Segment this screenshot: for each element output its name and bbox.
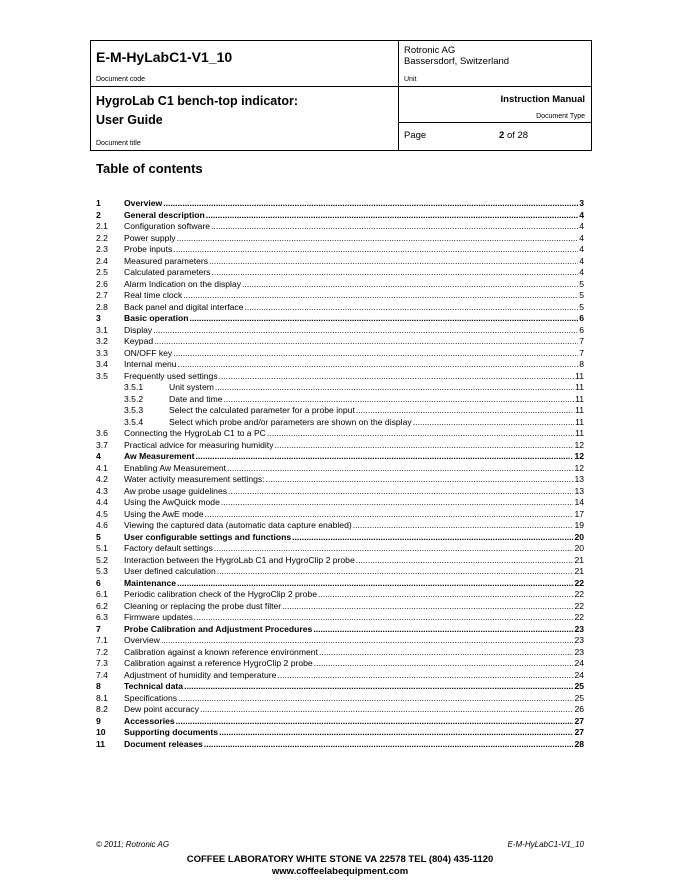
unit-label: Unit xyxy=(404,76,417,83)
toc-entry-page: 20 xyxy=(574,543,584,553)
toc-entry-page: 4 xyxy=(579,209,584,220)
toc-entry-number: 5.3 xyxy=(96,566,108,576)
toc-entry-number: 2.7 xyxy=(96,290,108,300)
toc-leader-dots xyxy=(314,658,574,670)
toc-entry-title: Interaction between the HygroLab C1 and HygroClip 2 probe xyxy=(124,554,355,565)
toc-entry-number: 4.5 xyxy=(96,508,108,519)
page-total: of 28 xyxy=(506,130,529,141)
footer-website: www.coffeelabequipment.com xyxy=(271,866,409,877)
toc-entry-page: 27 xyxy=(574,727,584,737)
toc-entry-number: 5.2 xyxy=(96,554,108,565)
toc-entry-page: 14 xyxy=(574,497,584,507)
toc-entry[interactable] xyxy=(96,417,584,429)
toc-entry-page: 4 xyxy=(579,232,584,243)
toc-entry[interactable] xyxy=(96,486,584,498)
toc-entry-number: 3.2 xyxy=(96,336,108,346)
toc-leader-dots xyxy=(196,451,574,463)
toc-entry-page: 20 xyxy=(574,531,584,542)
toc-leader-dots xyxy=(242,279,578,291)
document-header xyxy=(90,40,592,151)
toc-entry-number: 2.2 xyxy=(96,232,108,243)
toc-entry-number: 5.1 xyxy=(96,543,108,553)
toc-entry[interactable] xyxy=(96,440,584,452)
toc-leader-dots xyxy=(244,302,578,314)
toc-entry-title: Technical data xyxy=(124,681,184,691)
toc-entry-page: 11 xyxy=(575,393,584,404)
toc-entry-number: 2.1 xyxy=(96,221,108,231)
toc-entry-number: 10 xyxy=(96,727,106,737)
toc-entry-title: Adjustment of humidity and temperature xyxy=(124,669,277,680)
unit-cell xyxy=(399,41,592,87)
toc-entry-title: Select which probe and/or parameters are shown on the display xyxy=(169,416,412,427)
toc-entry-page: 11 xyxy=(575,428,584,438)
toc-entry-title: Configuration software xyxy=(124,221,210,231)
toc-entry[interactable] xyxy=(96,256,584,268)
toc-entry[interactable] xyxy=(96,612,584,624)
toc-entry[interactable] xyxy=(96,624,584,636)
toc-leader-dots xyxy=(153,325,578,337)
toc-entry-title: Firmware updates xyxy=(124,612,193,622)
toc-entry-number: 6.1 xyxy=(96,589,108,599)
toc-entry-title: Cleaning or replacing the probe dust filter xyxy=(124,600,282,611)
toc-entry[interactable] xyxy=(96,589,584,601)
toc-entry-number: 3.5.3 xyxy=(124,405,144,415)
toc-leader-dots xyxy=(200,704,573,716)
toc-entry-title: Internal menu xyxy=(124,359,177,369)
toc-entry-number: 7.3 xyxy=(96,658,108,668)
toc-entry-page: 12 xyxy=(574,439,584,450)
company-line1: Rotronic AG xyxy=(404,45,456,56)
toc-entry-page: 11 xyxy=(575,382,584,392)
toc-entry[interactable] xyxy=(96,578,584,590)
toc-leader-dots xyxy=(277,670,573,682)
toc-leader-dots xyxy=(205,509,574,521)
toc-entry-number: 4.2 xyxy=(96,474,108,484)
toc-entry-title: Alarm Indication on the display xyxy=(124,278,242,289)
table-of-contents xyxy=(96,198,584,750)
toc-entry[interactable] xyxy=(96,739,584,751)
toc-leader-dots xyxy=(161,635,574,647)
toc-entry-title: Aw Measurement xyxy=(124,451,195,461)
footer-copyright: © 2011; Rotronic AG xyxy=(96,840,170,849)
toc-entry-page: 4 xyxy=(579,244,584,254)
toc-entry-page: 8 xyxy=(579,359,584,369)
toc-entry[interactable] xyxy=(96,313,584,325)
toc-entry[interactable] xyxy=(96,647,584,659)
toc-leader-dots xyxy=(356,405,574,417)
toc-leader-dots xyxy=(189,313,578,325)
toc-entry[interactable] xyxy=(96,382,584,394)
toc-entry[interactable] xyxy=(96,394,584,406)
toc-entry-title: Dew point accuracy xyxy=(124,704,199,714)
toc-entry-page: 11 xyxy=(575,416,584,427)
toc-entry[interactable] xyxy=(96,566,584,578)
toc-entry[interactable] xyxy=(96,451,584,463)
toc-entry[interactable] xyxy=(96,704,584,716)
doc-title-label: Document title xyxy=(96,140,141,147)
toc-leader-dots xyxy=(178,359,579,371)
toc-entry-number: 8 xyxy=(96,681,101,691)
toc-entry[interactable] xyxy=(96,716,584,728)
toc-entry-page: 4 xyxy=(579,221,584,231)
toc-entry-page: 24 xyxy=(574,669,584,680)
toc-entry-number: 11 xyxy=(96,738,106,749)
toc-leader-dots xyxy=(211,221,578,233)
toc-entry[interactable] xyxy=(96,658,584,670)
toc-entry-page: 21 xyxy=(574,554,584,565)
toc-entry-title: Keypad xyxy=(124,336,154,346)
toc-entry-page: 23 xyxy=(574,623,584,634)
toc-entry-page: 28 xyxy=(574,738,584,749)
toc-leader-dots xyxy=(178,693,573,705)
toc-leader-dots xyxy=(177,578,573,590)
toc-entry-number: 3.3 xyxy=(96,347,108,358)
toc-entry-title: Enabling Aw Measurement xyxy=(124,462,227,473)
toc-leader-dots xyxy=(275,440,574,452)
toc-leader-dots xyxy=(173,348,578,360)
toc-entry-number: 3.5.2 xyxy=(124,393,144,404)
toc-entry-title: Overview xyxy=(124,198,163,208)
toc-entry-title: Date and time xyxy=(169,393,223,404)
toc-entry-title: Practical advice for measuring humidity xyxy=(124,439,274,450)
toc-entry-page: 12 xyxy=(574,462,584,473)
doc-title-cell xyxy=(91,87,399,151)
toc-entry-number: 8.2 xyxy=(96,704,108,714)
toc-leader-dots xyxy=(211,267,578,279)
toc-entry-page: 25 xyxy=(574,692,584,703)
toc-entry-number: 4.3 xyxy=(96,485,108,496)
toc-entry-page: 5 xyxy=(579,301,584,312)
toc-entry-number: 6 xyxy=(96,577,101,588)
toc-leader-dots xyxy=(214,543,574,555)
toc-entry-page: 17 xyxy=(574,508,584,519)
toc-entry[interactable] xyxy=(96,405,584,417)
toc-entry-number: 3.1 xyxy=(96,324,108,335)
toc-entry-title: Probe Calibration and Adjustment Procedures xyxy=(124,623,313,634)
toc-entry[interactable] xyxy=(96,497,584,509)
toc-entry[interactable] xyxy=(96,532,584,544)
toc-entry-page: 22 xyxy=(574,600,584,611)
toc-entry-page: 4 xyxy=(579,255,584,266)
toc-entry-page: 5 xyxy=(579,290,584,300)
toc-leader-dots xyxy=(224,394,575,406)
toc-leader-dots xyxy=(267,428,574,440)
toc-entry-number: 7 xyxy=(96,623,101,634)
company-line2: Bassersdorf, Switzerland xyxy=(404,56,510,67)
toc-leader-dots xyxy=(292,532,573,544)
toc-entry[interactable] xyxy=(96,371,584,383)
toc-leader-dots xyxy=(228,486,573,498)
toc-entry[interactable] xyxy=(96,279,584,291)
toc-entry-page: 23 xyxy=(574,646,584,657)
toc-entry-page: 7 xyxy=(579,347,584,358)
toc-leader-dots xyxy=(319,647,573,659)
toc-leader-dots xyxy=(204,739,574,751)
toc-entry-title: Supporting documents xyxy=(124,727,219,737)
toc-entry-number: 3.5.1 xyxy=(124,382,144,392)
toc-entry-number: 2 xyxy=(96,209,101,220)
toc-entry[interactable] xyxy=(96,463,584,475)
toc-entry-page: 7 xyxy=(579,336,584,346)
toc-entry-title: Calibration against a reference HygroClip 2 probe xyxy=(124,658,313,668)
toc-entry-number: 2.6 xyxy=(96,278,108,289)
toc-entry-page: 12 xyxy=(574,451,584,461)
toc-entry-title: Document releases xyxy=(124,738,203,749)
page-label: Page xyxy=(404,130,427,141)
doc-title xyxy=(96,92,298,130)
toc-entry-page: 27 xyxy=(574,715,584,726)
doc-title-line2: User Guide xyxy=(96,113,163,127)
toc-entry[interactable] xyxy=(96,267,584,279)
toc-entry-title: Maintenance xyxy=(124,577,177,588)
toc-entry-number: 2.8 xyxy=(96,301,108,312)
toc-entry-number: 4.6 xyxy=(96,520,108,530)
toc-entry-number: 5 xyxy=(96,531,101,542)
toc-entry-title: Viewing the captured data (automatic data capture enabled) xyxy=(124,520,352,530)
toc-entry[interactable] xyxy=(96,359,584,371)
toc-leader-dots xyxy=(163,198,578,210)
toc-heading: Table of contents xyxy=(96,161,203,176)
toc-entry[interactable] xyxy=(96,555,584,567)
toc-leader-dots xyxy=(282,601,573,613)
toc-entry-page: 6 xyxy=(579,313,584,323)
toc-entry-number: 3.6 xyxy=(96,428,108,438)
toc-entry-title: Using the AwE mode xyxy=(124,508,204,519)
toc-entry-number: 3.5 xyxy=(96,370,108,381)
toc-entry-page: 6 xyxy=(579,324,584,335)
toc-entry-title: Using the AwQuick mode xyxy=(124,497,220,507)
doc-title-line1: HygroLab C1 bench-top indicator: xyxy=(96,94,299,108)
toc-entry-title: User defined calculation xyxy=(124,566,216,576)
toc-entry[interactable] xyxy=(96,302,584,314)
toc-entry-title: User configurable settings and functions xyxy=(124,531,292,542)
toc-entry-title: Calibration against a known reference environment xyxy=(124,646,318,657)
toc-leader-dots xyxy=(184,681,573,693)
toc-entry-number: 8.1 xyxy=(96,692,108,703)
toc-entry-title: Measured parameters xyxy=(124,255,209,266)
toc-leader-dots xyxy=(194,612,574,624)
toc-entry-page: 4 xyxy=(579,267,584,277)
toc-entry-number: 3.7 xyxy=(96,439,108,450)
toc-entry-title: Unit system xyxy=(169,382,214,392)
toc-leader-dots xyxy=(219,727,573,739)
manual-type: Instruction Manual xyxy=(500,94,585,105)
toc-entry-page: 26 xyxy=(574,704,584,714)
doc-type-label: Document Type xyxy=(536,113,585,120)
toc-entry[interactable] xyxy=(96,474,584,486)
doc-code-cell xyxy=(91,41,399,87)
page-current: 2 xyxy=(499,130,505,141)
toc-entry-title: Power supply xyxy=(124,232,176,243)
toc-leader-dots xyxy=(177,233,579,245)
toc-entry-number: 2.4 xyxy=(96,255,108,266)
toc-entry-title: Overview xyxy=(124,635,160,645)
toc-entry-page: 23 xyxy=(574,635,584,645)
toc-entry-title: Factory default settings xyxy=(124,543,213,553)
toc-leader-dots xyxy=(176,716,574,728)
toc-entry-title: Probe inputs xyxy=(124,244,173,254)
toc-entry-number: 1 xyxy=(96,198,101,208)
toc-leader-dots xyxy=(356,555,574,567)
toc-entry-page: 11 xyxy=(575,370,584,381)
toc-leader-dots xyxy=(215,382,574,394)
toc-leader-dots xyxy=(353,520,574,532)
toc-entry-number: 7.2 xyxy=(96,646,108,657)
toc-entry[interactable] xyxy=(96,601,584,613)
toc-entry[interactable] xyxy=(96,325,584,337)
toc-entry-page: 19 xyxy=(574,520,584,530)
toc-entry-title: Select the calculated parameter for a probe input xyxy=(169,405,355,415)
toc-entry-number: 6.2 xyxy=(96,600,108,611)
toc-entry[interactable] xyxy=(96,543,584,555)
toc-leader-dots xyxy=(173,244,578,256)
toc-entry-title: Display xyxy=(124,324,153,335)
toc-leader-dots xyxy=(318,589,573,601)
toc-entry[interactable] xyxy=(96,727,584,739)
company-name xyxy=(404,45,509,67)
toc-entry-number: 3.4 xyxy=(96,359,108,369)
toc-entry-number: 4 xyxy=(96,451,101,461)
toc-entry-title: Connecting the HygroLab C1 to a PC xyxy=(124,428,266,438)
toc-leader-dots xyxy=(183,290,578,302)
toc-entry-number: 9 xyxy=(96,715,101,726)
toc-leader-dots xyxy=(413,417,574,429)
toc-entry-page: 22 xyxy=(574,612,584,622)
footer-doc-code: E-M-HyLabC1-V1_10 xyxy=(507,840,584,849)
toc-entry[interactable] xyxy=(96,428,584,440)
toc-entry[interactable] xyxy=(96,693,584,705)
toc-entry-page: 24 xyxy=(574,658,584,668)
toc-leader-dots xyxy=(217,566,574,578)
toc-leader-dots xyxy=(227,463,573,475)
toc-entry-title: Water activity measurement settings: xyxy=(124,474,265,484)
toc-entry[interactable] xyxy=(96,520,584,532)
page-cell xyxy=(399,123,592,151)
toc-entry-number: 6.3 xyxy=(96,612,108,622)
toc-entry[interactable] xyxy=(96,244,584,256)
toc-entry[interactable] xyxy=(96,681,584,693)
toc-entry[interactable] xyxy=(96,336,584,348)
toc-entry-title: ON/OFF key xyxy=(124,347,173,358)
toc-entry-page: 22 xyxy=(574,577,584,588)
footer-address: COFFEE LABORATORY WHITE STONE VA 22578 TEL (804) 435-1120 xyxy=(186,854,494,865)
toc-entry[interactable] xyxy=(96,233,584,245)
toc-entry[interactable] xyxy=(96,509,584,521)
toc-entry-title: Back panel and digital interface xyxy=(124,301,244,312)
toc-entry[interactable] xyxy=(96,348,584,360)
toc-leader-dots xyxy=(313,624,573,636)
toc-entry[interactable] xyxy=(96,290,584,302)
toc-entry-number: 7.1 xyxy=(96,635,108,645)
toc-leader-dots xyxy=(266,474,574,486)
toc-entry-page: 21 xyxy=(574,566,584,576)
toc-leader-dots xyxy=(209,256,578,268)
toc-entry-title: Periodic calibration check of the HygroClip 2 probe xyxy=(124,589,317,599)
toc-entry-page: 11 xyxy=(575,405,584,415)
doc-code-label: Document code xyxy=(96,76,146,83)
toc-entry-page: 22 xyxy=(574,589,584,599)
toc-entry-number: 2.3 xyxy=(96,244,108,254)
toc-entry-number: 3.5.4 xyxy=(124,416,144,427)
toc-leader-dots xyxy=(219,371,574,383)
page-number xyxy=(499,130,528,141)
toc-entry[interactable] xyxy=(96,670,584,682)
toc-entry-title: Frequently used settings xyxy=(124,370,218,381)
toc-entry-title: Basic operation xyxy=(124,313,189,323)
toc-entry-number: 3 xyxy=(96,313,101,323)
toc-entry-number: 7.4 xyxy=(96,669,108,680)
toc-entry[interactable] xyxy=(96,198,584,210)
toc-entry-title: Calculated parameters xyxy=(124,267,211,277)
toc-entry-number: 4.4 xyxy=(96,497,108,507)
toc-entry-page: 13 xyxy=(574,485,584,496)
toc-entry-page: 13 xyxy=(574,474,584,484)
toc-entry[interactable] xyxy=(96,635,584,647)
toc-entry-page: 3 xyxy=(579,198,584,208)
toc-entry[interactable] xyxy=(96,221,584,233)
toc-entry-title: Accessories xyxy=(124,715,175,726)
doc-code: E-M-HyLabC1-V1_10 xyxy=(96,49,233,65)
toc-entry[interactable] xyxy=(96,210,584,222)
toc-entry-page: 5 xyxy=(579,278,584,289)
toc-entry-title: Aw probe usage guidelines xyxy=(124,485,228,496)
toc-leader-dots xyxy=(154,336,578,348)
toc-leader-dots xyxy=(221,497,574,509)
toc-entry-number: 4.1 xyxy=(96,462,108,473)
toc-entry-title: Specifications xyxy=(124,692,178,703)
toc-entry-number: 2.5 xyxy=(96,267,108,277)
toc-entry-page: 25 xyxy=(574,681,584,691)
doc-type-cell xyxy=(399,87,592,123)
toc-leader-dots xyxy=(206,210,579,222)
toc-entry-title: Real time clock xyxy=(124,290,183,300)
toc-entry-title: General description xyxy=(124,209,205,220)
